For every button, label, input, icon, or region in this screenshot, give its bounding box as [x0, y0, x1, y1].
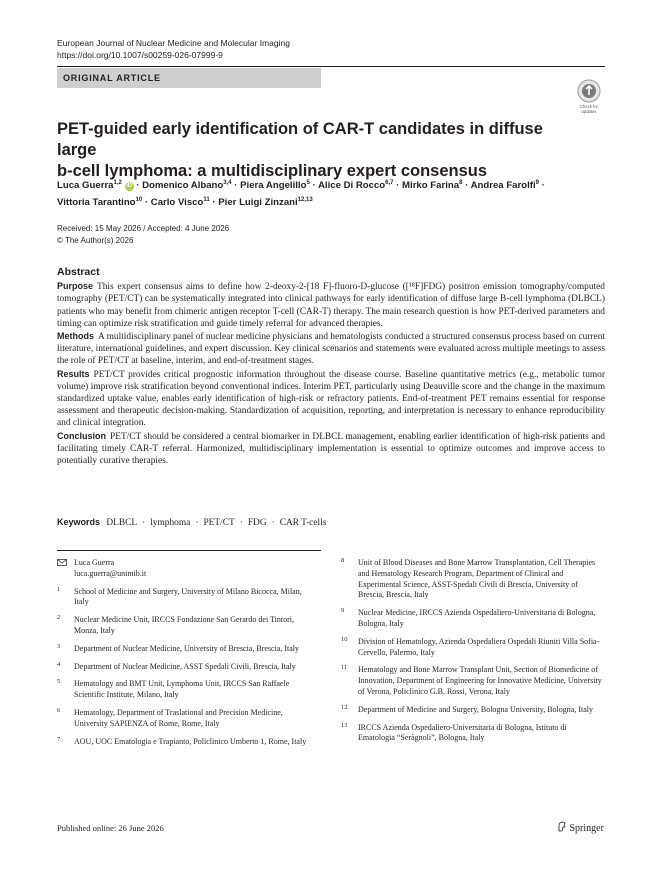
affiliation-number: 6 [57, 706, 61, 714]
author-affiliation: 8 [459, 180, 463, 186]
affiliation-text: Department of Medicine and Surgery, Bologna University, Bologna, Italy [358, 704, 593, 714]
affiliation-item [57, 737, 311, 748]
affiliation-text: Hematology, Department of Traslational and Precision Medicine, University SAPIENZA of Rome, Rome, Italy [74, 707, 283, 728]
keyword-separator: · [271, 518, 275, 528]
purpose-text: This expert consensus aims to define how 2-deoxy-2-[18 F]-fluoro-D-glucose ([¹⁸F]FDG) positron emission tomography/computed tomography (PET/CT) can be systematically integrated into clinical pathways for early identification of diffuse large B-cell lymphoma (DLBCL) patients who may benefit from chimeric antigen receptor T-cell (CAR-T) therapy. The main research question is how PET-derived parameters and timing can optimize risk stratification and guide timely referral for advanced therapies. [57, 282, 605, 329]
keyword[interactable]: PET/CT [203, 518, 235, 528]
affiliation-number: 7 [57, 735, 61, 743]
affiliation-text: Hematology and BMT Unit, Lymphoma Unit, IRCCS San Raffaele Scientific Institute, Milano, Italy [74, 679, 290, 700]
abstract [57, 266, 605, 467]
keyword[interactable]: FDG [247, 518, 267, 528]
author-name[interactable]: Luca Guerra [57, 180, 114, 192]
affiliation-text: Nuclear Medicine, IRCCS Azienda Ospedaliero-Universitaria di Bologna, Bologna, Italy [358, 608, 596, 628]
author-name[interactable]: Alice Di Rocco [317, 180, 386, 192]
affiliation-text: Hematology and Bone Marrow Transplant Unit, Section of Biomedicine of Innovation, Department of Engineering for Innovative Medicine, University of Verona, Policlinico G.B. Rossi, Verona, Italy [358, 665, 602, 696]
springer-horse-icon [557, 821, 567, 832]
affiliation-number: 10 [341, 635, 348, 643]
title-line-1: PET-guided early identification of CAR-T candidates in diffuse large [57, 120, 543, 159]
keywords-label: Keywords [57, 517, 101, 527]
article-type-banner: ORIGINAL ARTICLE [57, 68, 321, 88]
author-name[interactable]: Andrea Farolfi [470, 180, 536, 192]
orcid-icon[interactable]: iD [126, 183, 133, 190]
affiliation-text: Unit of Blood Diseases and Bone Marrow Transplantation, Cell Therapies and Hematology Research Program, Department of Clinical and Experimental Science, ASST-Spedali Civili di Brescia, University of Brescia, Brescia, Italy [358, 558, 596, 600]
affiliation-item [57, 708, 311, 730]
results-text: PET/CT provides critical prognostic information throughout the disease course. Baseline quantitative metrics (e.g., metabolic tumor volume) improve risk stratification beyond conventional indices. Interim PET, particularly using Deauville score and the change in the maximum standardized uptake value, enables early identification of high-risk or refractory patients. End-of-treatment PET remains essential for response assessment and therapeutic decision-making. Standardization of acquisition, reporting, and interpretation is necessary to enhance reproducibility and clinical integration. [57, 369, 605, 429]
affiliation-item [57, 662, 311, 673]
check-updates-line1: Check for [580, 104, 598, 109]
author-name[interactable]: Carlo Visco [150, 197, 204, 209]
affiliation-item [341, 608, 605, 630]
author-name[interactable]: Piera Angelillo [240, 180, 307, 192]
affiliation-text: Department of Nuclear Medicine, ASST Spedali Civili, Brescia, Italy [74, 661, 296, 671]
check-updates-line2: updates [581, 109, 597, 114]
abstract-results [57, 368, 605, 430]
doi-link[interactable]: https://doi.org/10.1007/s00259-026-07999-9 [57, 50, 223, 60]
author-name[interactable]: Domenico Albano [142, 180, 224, 192]
abstract-purpose [57, 280, 605, 330]
affiliation-number: 8 [341, 557, 345, 564]
received-accepted: Received: 15 May 2026 / Accepted: 4 June 2026 [57, 224, 230, 233]
check-for-updates-badge[interactable] [574, 78, 604, 114]
keyword[interactable]: DLBCL [106, 518, 138, 528]
keyword-separator: · [239, 518, 243, 528]
affiliation-item [341, 665, 605, 697]
affiliation-number: 5 [57, 678, 61, 686]
author-affiliation: 6,7 [385, 180, 394, 186]
affiliation-number: 13 [341, 721, 348, 729]
affiliations-left-column [57, 558, 311, 754]
copyright: © The Author(s) 2026 [57, 235, 134, 245]
affiliation-number: 1 [57, 585, 61, 593]
affiliations-right-column [341, 558, 605, 751]
footnote-rule [57, 550, 321, 551]
author-affiliation: 5 [306, 180, 310, 186]
conclusion-text: PET/CT should be considered a central biomarker in DLBCL management, enabling earlier identification of high-risk patients and facilitating timely CAR-T referral. Harmonized, multidisciplinary implementation is essential to optimize outcomes and improve access to potentially curative therapies. [57, 431, 605, 467]
keyword[interactable]: lymphoma [150, 518, 191, 528]
correspondence-name: Luca Guerra [74, 558, 115, 567]
author-affiliation: 11 [203, 197, 210, 204]
affiliation-number: 2 [57, 614, 61, 622]
correspondence [57, 558, 311, 580]
affiliation-text: School of Medicine and Surgery, University of Milano Bicocca, Milan, Italy [74, 586, 302, 607]
correspondence-email[interactable]: luca.guerra@unimib.it [74, 568, 147, 578]
author-affiliation: 1,2 [113, 180, 122, 186]
journal-name: European Journal of Nuclear Medicine and Molecular Imaging [57, 38, 290, 48]
affiliation-item [341, 723, 605, 745]
affiliation-item [341, 558, 605, 601]
abstract-methods [57, 330, 605, 368]
header-rule [57, 66, 605, 67]
keyword-separator: · [142, 518, 146, 528]
affiliation-text: Nuclear Medicine Unit, IRCCS Fondazione San Gerardo dei Tintori, Monza, Italy [74, 615, 294, 635]
affiliation-number: 12 [341, 703, 348, 711]
affiliation-item [57, 587, 311, 609]
author-name[interactable]: Mirko Farina [402, 180, 460, 192]
author-name[interactable]: Vittoria Tarantino [57, 197, 136, 209]
affiliation-item [57, 615, 311, 637]
affiliation-text: Division of Hematology, Azienda Ospedaliera Ospedali Riuniti Villa Sofia- Cervello, Palermo, Italy [358, 636, 600, 657]
author-affiliation: 3,4 [223, 180, 232, 186]
affiliation-number: 4 [57, 660, 61, 668]
envelope-icon [57, 559, 67, 566]
affiliation-item [57, 679, 311, 701]
affiliation-text: Department of Nuclear Medicine, University of Brescia, Brescia, Italy [74, 643, 300, 653]
keyword-separator: · [195, 518, 199, 528]
author-name[interactable]: Pier Luigi Zinzani [218, 197, 298, 209]
keyword[interactable]: CAR T-cells [279, 518, 327, 528]
results-label: Results [57, 368, 90, 379]
author-affiliation: 10 [135, 197, 143, 204]
publisher-name: Springer [569, 823, 604, 834]
abstract-conclusion [57, 430, 605, 468]
affiliation-item [57, 644, 311, 655]
title-line-2: b-cell lymphoma: a multidisciplinary expert consensus [57, 162, 488, 180]
article-title [57, 119, 557, 182]
affiliation-item [341, 705, 605, 716]
check-updates-icon [574, 78, 604, 114]
abstract-heading: Abstract [57, 266, 100, 278]
author-list: Luca Guerra$^{1,2}$ iD · Domenico Albano$^{3,4}$ · Piera Angelillo$^5$ · Alice Di Rocco$^{6,7}$ · Mirko Farina$^8$ · Andrea Farolfi$^9$ · Vittoria Tarantino$^{10}$ · Carlo Visco$^{11}$ · Pier Luigi Zinzani$^{12,13}$ [57, 180, 545, 209]
methods-label: Methods [57, 331, 94, 342]
purpose-label: Purpose [57, 281, 94, 292]
author-affiliation: 9 [535, 180, 539, 186]
journal-header [57, 37, 290, 61]
keywords [57, 516, 326, 529]
article-dates [57, 223, 229, 246]
affiliation-text: AOU, UOC Ematologia e Trapianto, Policlinico Umberto 1, Rome, Italy [74, 736, 307, 746]
affiliation-text: IRCCS Azienda Ospedaliero-Universitaria di Bologna, Istituto di Ematologia “Seràgnoli”, Bologna, Italy [358, 722, 567, 743]
affiliation-number: 3 [57, 642, 61, 650]
published-online: Published online: 26 June 2026 [57, 823, 164, 833]
affiliation-number: 11 [341, 664, 348, 672]
affiliation-item [341, 637, 605, 659]
methods-text: A multidisciplinary panel of nuclear medicine physicians and hematologists conducted a structured consensus process based on current literature, international guidelines, and expert discussion. Key clinical scenarios and statements were evaluated across multiple meetings to assess the role of PET/CT at baseline, interim, and end-of-treatment stages. [57, 332, 605, 367]
affiliation-number: 9 [341, 607, 345, 615]
author-affiliation: 12,13 [297, 197, 313, 204]
publisher-logo[interactable] [557, 821, 604, 834]
conclusion-label: Conclusion [57, 430, 106, 441]
